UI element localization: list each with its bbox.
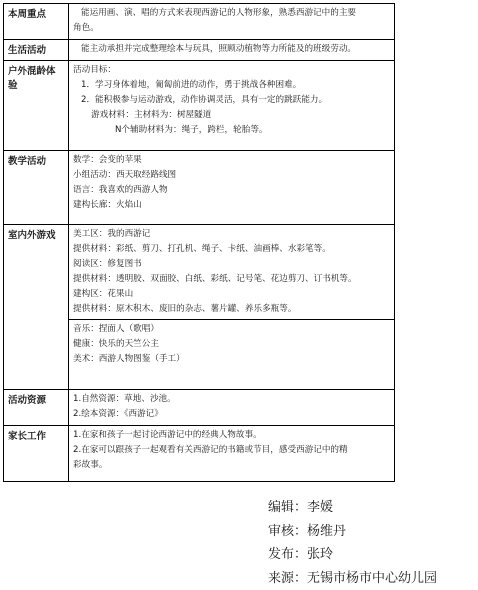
row-label-teaching: 教学活动 [4, 151, 69, 225]
row-resources [4, 390, 395, 426]
credit-source: 来源：无锡市杨市中心幼儿园 [268, 567, 437, 590]
row-content-teaching [69, 151, 395, 225]
life-line-1: 能主动承担并完成整理绘本与玩具，照顾动植物等力所能及的班级劳动。 [73, 42, 390, 57]
row-label-games: 室内外游戏 [4, 225, 69, 390]
games-line-8: 健康：快乐的天竺公主 [73, 337, 390, 352]
resources-line-1: 1.自然资源：草地、沙池。 [73, 392, 390, 407]
row-outdoor [4, 61, 395, 151]
credit-publisher: 发布：张玲 [268, 543, 437, 567]
credit-reviewer: 审核：杨维丹 [268, 520, 437, 544]
resources-line-2: 2.绘本资源：《西游记》 [73, 407, 390, 422]
teaching-line-3: 语言：我喜欢的西游人物 [73, 183, 390, 198]
row-content-games [69, 225, 395, 390]
row-label-life: 生活活动 [4, 40, 69, 61]
credit-editor: 编辑：李媛 [268, 496, 437, 520]
games-line-9: 美术：西游人物图鉴（手工） [73, 352, 390, 367]
row-label-resources: 活动资源 [4, 390, 69, 426]
games-line-5: 建构区：花果山 [73, 287, 390, 302]
games-line-7: 音乐：捏面人（歌唱） [73, 322, 390, 337]
outdoor-line-2: 1．学习身体着地，匍匐前进的动作，勇于挑战各种困难。 [73, 78, 390, 93]
row-content-outdoor [69, 61, 395, 151]
row-life [4, 40, 395, 61]
row-label-focus: 本周重点 [4, 4, 69, 40]
teaching-line-1: 数学：会变的苹果 [73, 153, 390, 168]
row-content-resources [69, 390, 395, 426]
parents-line-1: 1.在家和孩子一起讨论西游记中的经典人物故事。 [73, 428, 390, 443]
games-line-6: 提供材料：原木积木、废旧的杂志、薯片罐、养乐多瓶等。 [73, 302, 390, 317]
outdoor-label-line-1: 户外混龄体 [8, 63, 64, 77]
games-line-1: 美工区：我的西游记 [73, 227, 390, 242]
games-line-2: 提供材料：彩纸、剪刀、打孔机、绳子、卡纸、油画棒、水彩笔等。 [73, 242, 390, 257]
row-content-parents [69, 426, 395, 482]
teaching-line-4: 建构长廊：火焰山 [73, 198, 390, 213]
row-label-parents: 家长工作 [4, 426, 69, 482]
credits-block [268, 496, 437, 590]
row-content-life [69, 40, 395, 61]
row-label-outdoor [4, 61, 69, 151]
games-line-4: 提供材料：透明胶、双面胶、白纸、彩纸、记号笔、花边剪刀、订书机等。 [73, 272, 390, 287]
outdoor-line-1: 活动目标： [73, 63, 390, 78]
games-divider [69, 319, 394, 320]
weekly-plan-table [3, 3, 395, 482]
row-content-focus [69, 4, 395, 40]
focus-line-2: 角色。 [73, 21, 390, 36]
teaching-line-2: 小组活动：西天取经路线图 [73, 168, 390, 183]
outdoor-line-4: 游戏材料：主材料为：树屋隧道 [73, 108, 390, 123]
row-teaching [4, 151, 395, 225]
parents-line-3: 彩故事。 [73, 458, 390, 473]
focus-line-1: 能运用画、演、唱的方式来表现西游记的人物形象，熟悉西游记中的主要 [73, 6, 390, 21]
row-focus [4, 4, 395, 40]
row-games [4, 225, 395, 390]
parents-line-2: 2.在家可以跟孩子一起观看有关西游记的书籍或节目，感受西游记中的精 [73, 443, 390, 458]
outdoor-line-3: 2．能积极参与运动游戏，动作协调灵活，具有一定的跳跃能力。 [73, 93, 390, 108]
outdoor-label-line-2: 验 [8, 77, 64, 91]
games-line-3: 阅读区：修复图书 [73, 257, 390, 272]
outdoor-line-5: N个辅助材料为：绳子，跨栏，轮胎等。 [73, 123, 390, 138]
row-parents [4, 426, 395, 482]
